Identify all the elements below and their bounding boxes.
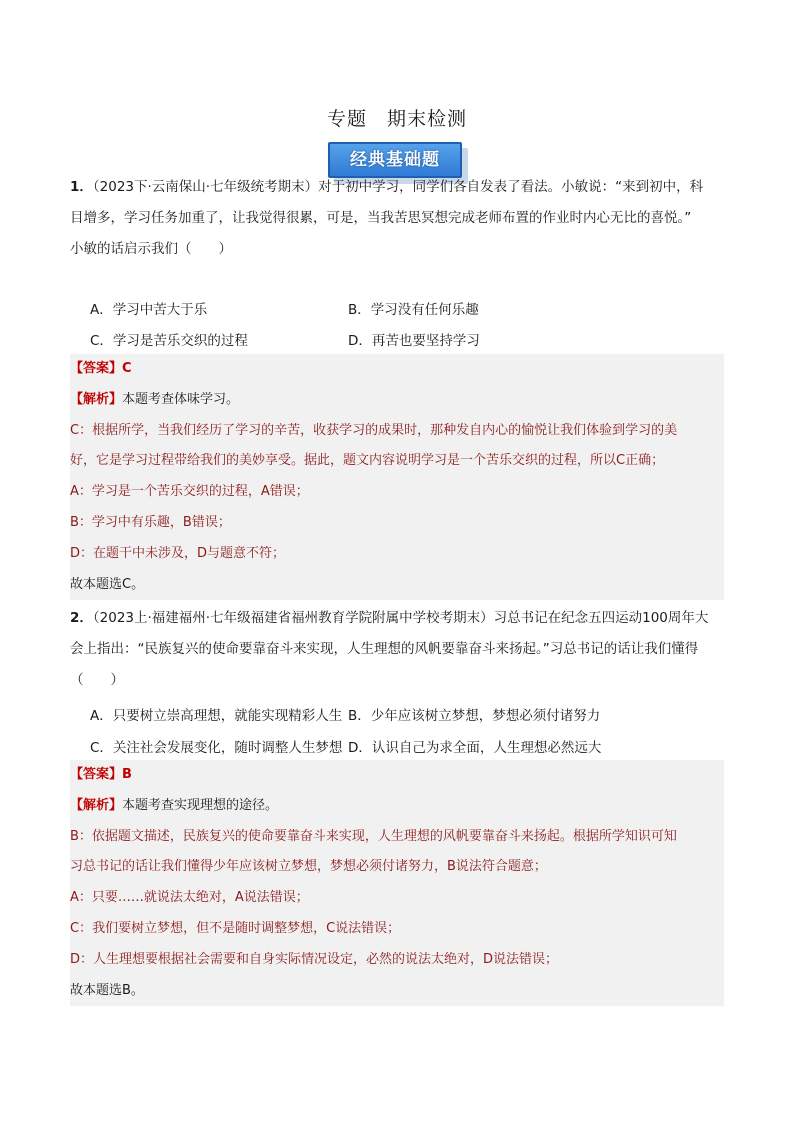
question-number: 1． bbox=[70, 179, 93, 195]
answer-line bbox=[70, 354, 724, 385]
option-b: B．少年应该树立梦想，梦想必须付诸努力 bbox=[348, 708, 601, 724]
question-2 bbox=[70, 603, 724, 696]
question-number: 2． bbox=[70, 610, 93, 626]
question-2-line-1 bbox=[70, 603, 724, 634]
analysis-detail: B：学习中有乐趣，B错误； bbox=[70, 514, 231, 530]
option-a: A．只要树立崇高理想，就能实现精彩人生 bbox=[90, 708, 343, 724]
answer-tag: 【答案】 bbox=[70, 767, 123, 782]
analysis-line bbox=[70, 791, 724, 822]
analysis-detail: C：我们要树立梦想，但不是随时调整梦想，C说法错误； bbox=[70, 920, 401, 936]
analysis-detail: A：只要……就说法太绝对，A说法错误； bbox=[70, 890, 309, 906]
answer-tag: 【答案】 bbox=[70, 361, 123, 376]
conclusion-line: 故本题选B。 bbox=[70, 982, 144, 998]
analysis-text: 本题考查体味学习。 bbox=[122, 391, 240, 407]
analysis-detail: B：依据题文描述，民族复兴的使命要靠奋斗来实现，人生理想的风帆要靠奋斗来扬起。根据所学知识可知 bbox=[70, 828, 677, 844]
question-1-line-3: 小敏的话启示我们（ ） bbox=[70, 241, 232, 257]
analysis-tag: 【解析】 bbox=[70, 797, 123, 813]
analysis-detail: A：学习是一个苦乐交织的过程，A错误； bbox=[70, 484, 309, 500]
answer-value: B bbox=[122, 767, 132, 782]
badge-label: 经典基础题 bbox=[328, 142, 462, 178]
question-text: 对于初中学习，同学们各自发表了看法。小敏说：“来到初中，科 bbox=[318, 179, 704, 195]
option-c: C．学习是苦乐交织的过程 bbox=[90, 333, 248, 349]
analysis-line bbox=[70, 385, 724, 416]
analysis-detail: D：人生理想要根据社会需要和自身实际情况设定，必然的说法太绝对，D说法错误； bbox=[70, 951, 559, 967]
page-title: 专题 期末检测 bbox=[326, 108, 467, 130]
answer-line bbox=[70, 760, 724, 791]
option-d: D．再苦也要坚持学习 bbox=[348, 333, 480, 349]
question-1-line-1 bbox=[70, 172, 724, 203]
conclusion-line: 故本题选C。 bbox=[70, 576, 145, 592]
question-1 bbox=[70, 172, 724, 265]
question-1-line-2: 目增多，学习任务加重了，让我觉得很累，可是，当我苦思冥想完成老师布置的作业时内心无比的喜悦。” bbox=[70, 210, 692, 226]
option-a: A．学习中苦大于乐 bbox=[90, 302, 208, 318]
option-c: C．关注社会发展变化，随时调整人生梦想 bbox=[90, 740, 343, 756]
answer-block-1 bbox=[70, 354, 724, 600]
analysis-tag: 【解析】 bbox=[70, 391, 123, 407]
question-source: （2023下·云南保山·七年级统考期末） bbox=[92, 179, 319, 195]
analysis-detail: C：根据所学，当我们经历了学习的辛苦，收获学习的成果时，那种发自内心的愉悦让我们体验到学习的美 bbox=[70, 422, 678, 438]
question-2-line-3: （ ） bbox=[70, 672, 124, 688]
analysis-detail: D：在题干中未涉及，D与题意不符； bbox=[70, 545, 286, 561]
question-text: 习总书记在纪念五四运动100周年大 bbox=[493, 610, 709, 626]
question-2-line-2: 会上指出：“民族复兴的使命要靠奋斗来实现，人生理想的风帆要靠奋斗来扬起。”习总书记的话让我们懂得 bbox=[70, 641, 699, 657]
answer-block-2 bbox=[70, 760, 724, 1006]
option-b: B．学习没有任何乐趣 bbox=[348, 302, 479, 318]
analysis-text: 本题考查实现理想的途径。 bbox=[122, 797, 279, 813]
analysis-detail: 习总书记的话让我们懂得少年应该树立梦想，梦想必须付诸努力，B说法符合题意； bbox=[70, 859, 547, 875]
question-source: （2023上·福建福州·七年级福建省福州教育学院附属中学校考期末） bbox=[92, 610, 494, 626]
analysis-detail: 好，它是学习过程带给我们的美妙享受。据此，题文内容说明学习是一个苦乐交织的过程，所以C正确； bbox=[70, 453, 665, 469]
option-d: D．认识自己为求全面，人生理想必然远大 bbox=[348, 740, 602, 756]
answer-value: C bbox=[122, 361, 132, 376]
